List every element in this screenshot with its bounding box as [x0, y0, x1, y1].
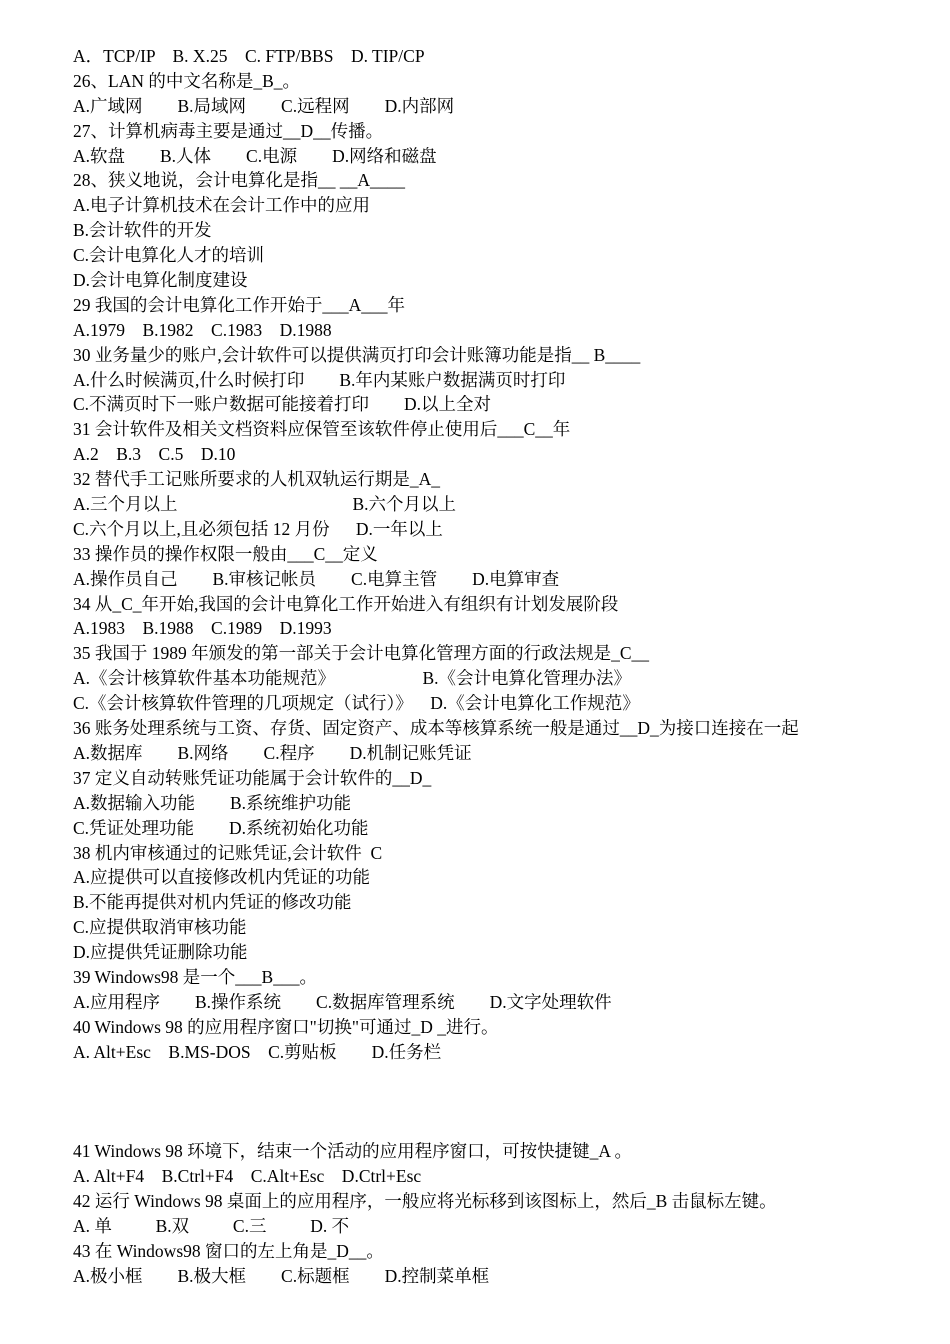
text-line: A.2 B.3 C.5 D.10: [73, 444, 236, 465]
text-line: D.应提供凭证删除功能: [73, 942, 248, 963]
text-line: A.数据库 B.网络 C.程序 D.机制记账凭证: [73, 742, 472, 763]
text-line: C.应提供取消审核功能: [73, 917, 247, 938]
text-line: A.操作员自己 B.审核记帐员 C.电算主管 D.电算审查: [73, 568, 560, 589]
text-line: A.广域网 B.局域网 C.远程网 D.内部网: [73, 95, 455, 116]
text-line: C.会计电算化人才的培训: [73, 245, 265, 266]
text-line: 27、计算机病毒主要是通过__D__传播。: [73, 120, 384, 141]
text-line: 38 机内审核通过的记账凭证,会计软件 C: [73, 842, 383, 863]
text-line: 33 操作员的操作权限一般由___C__定义: [73, 543, 378, 564]
text-line: 34 从_C_年开始,我国的会计电算化工作开始进入有组织有计划发展阶段: [73, 593, 619, 614]
text-line: A. Alt+Esc B.MS-DOS C.剪贴板 D.任务栏: [73, 1041, 442, 1062]
text-line: A.三个月以上 B.六个月以上: [73, 494, 457, 515]
text-line: 30 业务量少的账户,会计软件可以提供满页打印会计账簿功能是指__ B____: [73, 344, 641, 365]
blank-gap: [73, 1065, 933, 1140]
text-line: A. Alt+F4 B.Ctrl+F4 C.Alt+Esc D.Ctrl+Esc: [73, 1166, 422, 1187]
text-line: A.电子计算机技术在会计工作中的应用: [73, 195, 371, 216]
text-line: C.六个月以上,且必须包括 12 月份 D.一年以上: [73, 518, 443, 539]
text-line: A.1979 B.1982 C.1983 D.1988: [73, 319, 332, 340]
text-line: 29 我国的会计电算化工作开始于___A___年: [73, 294, 406, 315]
text-line: 36 账务处理系统与工资、存货、固定资产、成本等核算系统一般是通过__D_为接口连接在一起: [73, 718, 799, 739]
text-line: A.应用程序 B.操作系统 C.数据库管理系统 D.文字处理软件: [73, 991, 612, 1012]
text-line: A.《会计核算软件基本功能规范》 B.《会计电算化管理办法》: [73, 668, 632, 689]
text-line: 37 定义自动转账凭证功能属于会计软件的__D_: [73, 767, 432, 788]
text-line: C.凭证处理功能 D.系统初始化功能: [73, 817, 369, 838]
text-line: A.软盘 B.人体 C.电源 D.网络和磁盘: [73, 145, 437, 166]
text-line: B.会计软件的开发: [73, 220, 212, 241]
text-line: A．TCP/IP B. X.25 C. FTP/BBS D. TIP/CP: [73, 46, 425, 66]
document-body: [73, 44, 933, 1289]
question-block-1: [73, 44, 933, 1065]
text-line: C.《会计核算软件管理的几项规定（试行）》 D.《会计电算化工作规范》: [73, 693, 640, 714]
text-line: 31 会计软件及相关文档资料应保管至该软件停止使用后___C__年: [73, 419, 571, 440]
text-line: B.不能再提供对机内凭证的修改功能: [73, 892, 352, 913]
text-line: A. 单 B.双 C.三 D. 不: [73, 1215, 350, 1236]
text-line: A.什么时候满页,什么时候打印 B.年内某账户数据满页时打印: [73, 369, 566, 390]
text-line: 28、狭义地说，会计电算化是指__ __A____: [73, 170, 406, 191]
text-line: 32 替代手工记账所要求的人机双轨运行期是_A_: [73, 469, 441, 490]
text-line: A.应提供可以直接修改机内凭证的功能: [73, 867, 371, 888]
text-line: 40 Windows 98 的应用程序窗口"切换"可通过_D _进行。: [73, 1016, 499, 1037]
question-block-2: [73, 1139, 933, 1288]
text-line: 39 Windows98 是一个___B___。: [73, 966, 317, 987]
text-line: D.会计电算化制度建设: [73, 270, 248, 291]
text-line: 26、LAN 的中文名称是_B_。: [73, 70, 301, 91]
text-line: C.不满页时下一账户数据可能接着打印 D.以上全对: [73, 394, 492, 415]
text-line: 35 我国于 1989 年颁发的第一部关于会计电算化管理方面的行政法规是_C__: [73, 643, 650, 664]
text-line: 41 Windows 98 环境下，结束一个活动的应用程序窗口，可按快捷键_A 。: [73, 1141, 632, 1162]
text-line: A.1983 B.1988 C.1989 D.1993: [73, 618, 332, 639]
text-line: A.极小框 B.极大框 C.标题框 D.控制菜单框: [73, 1265, 490, 1286]
text-line: A.数据输入功能 B.系统维护功能: [73, 792, 352, 813]
text-line: 43 在 Windows98 窗口的左上角是_D__。: [73, 1240, 384, 1261]
text-line: 42 运行 Windows 98 桌面上的应用程序，一般应将光标移到该图标上，然后_B 击鼠标左键。: [73, 1190, 777, 1211]
